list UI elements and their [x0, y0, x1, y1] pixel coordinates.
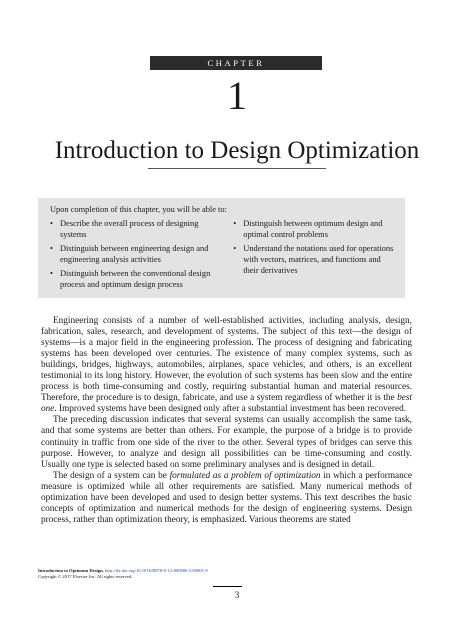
copyright: Copyright © 2017 Elsevier Inc. All rights reserved. — [38, 574, 133, 579]
title-rule — [148, 168, 326, 169]
page-number: 3 — [234, 590, 240, 600]
objective-item: • Distinguish between engineering design and engineering analysis activities — [50, 243, 225, 265]
chapter-number: 1 — [227, 73, 247, 118]
paragraph-text: Engineering consists of a number of well-established activities, including analysis, design, fabrication, sales, research, and development of systems. The subject of this text—the design of systems—is a major field in the engineering profession. The process of designing and fabricating systems has been developed over centuries. The existence of many complex systems, such as buildings, bridges, highways, automobiles, airplanes, space vehicles, and others, is an excellent testimonial to its long history. However, the evolution of such systems has been slow and the entire process is both time-consuming and costly, requiring substantial human and material resources. Therefore, the procedure is to design, fabricate, and use a system regardless of whether it is the — [41, 316, 412, 404]
chapter-label: CHAPTER — [150, 56, 322, 70]
book-title: Introduction to Optimum Design. — [38, 568, 104, 573]
paragraph: The preceding discussion indicates that several systems can usually accomplish the same task, and that some systems are better than others. For example, the purpose of a bridge is to provide continuity in traffic from one side of the river to the other. Several types of bridges can serve this purpose. However, to analyze and design all possibilities can be time-consuming and costly. Usually one type is selected based on some preliminary analyses and is designed in detail. — [41, 415, 412, 470]
paragraph — [41, 316, 412, 415]
objectives-right-column — [225, 218, 397, 293]
body-text — [41, 316, 412, 526]
objective-item: • Distinguish between the conventional design process and optimum design process — [50, 268, 225, 290]
footer-citation — [38, 568, 208, 580]
chapter-title: Introduction to Design Optimization — [54, 137, 420, 164]
objective-item: • Describe the overall process of designing systems — [50, 218, 225, 240]
footer-rule — [213, 586, 242, 587]
paragraph — [41, 471, 412, 526]
paragraph-text: in which a performance measure is optimized while all other requirements are satisfied. Many numerical methods of optimization have been developed and used to design better systems. This text describes the basic concepts of optimization and numerical methods for the design of engineering systems. Design process, rather than optimization theory, is emphasized. Various theorems are stated — [41, 470, 412, 525]
emphasis: best one — [41, 393, 412, 415]
objective-item: • Distinguish between optimum design and optimal control problems — [233, 218, 397, 240]
learning-objectives-box — [38, 198, 405, 298]
paragraph-text: The design of a system can be — [53, 470, 170, 481]
emphasis: formulated as a problem of optimization — [169, 470, 321, 481]
objectives-intro: Upon completion of this chapter, you will be able to: — [50, 205, 227, 214]
objectives-left-column — [50, 218, 225, 293]
doi-link[interactable]: http://dx.doi.org/10.1016/B978-0-12-800806-5.00001-9 — [104, 568, 208, 573]
objective-item: • Understand the notations used for operations with vectors, matrices, and functions and their derivatives — [233, 243, 397, 276]
paragraph-text: . Improved systems have been designed only after a substantial investment has been recovered. — [54, 404, 407, 415]
